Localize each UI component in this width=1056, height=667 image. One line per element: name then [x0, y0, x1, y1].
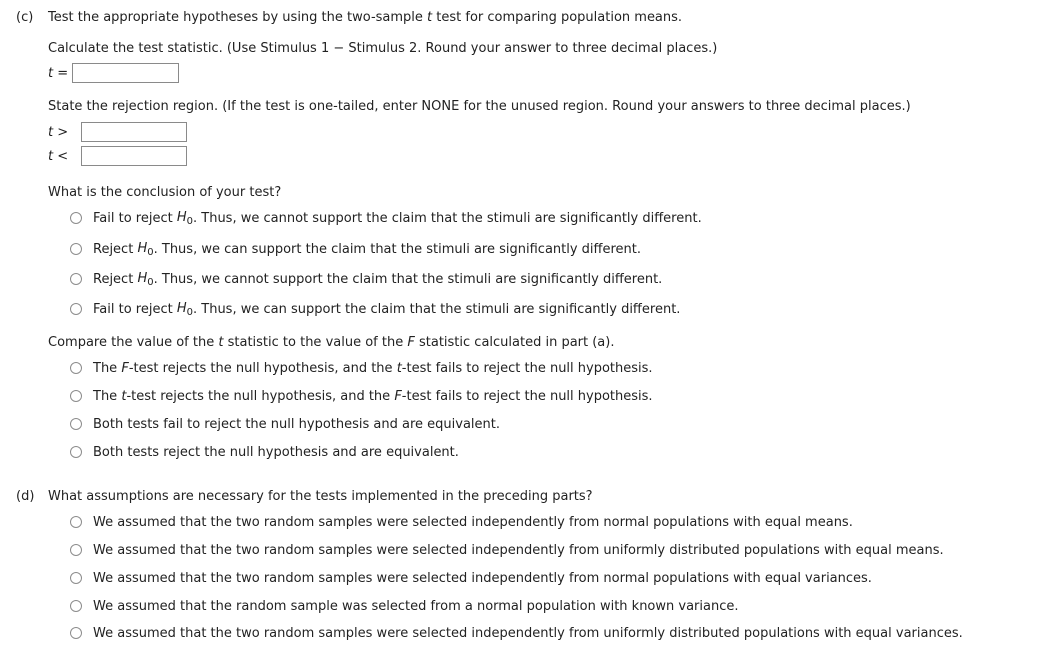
option-text: Fail to reject	[93, 301, 173, 317]
radio-button[interactable]	[70, 600, 82, 612]
option-text: We assumed that the two random samples were selected independently from uniformly distributed populations with equal means.	[93, 542, 944, 558]
intro-text: Test the appropriate hypotheses by using the two-sample	[48, 10, 423, 25]
gt-sign: >	[57, 125, 69, 140]
upper-rejection-input[interactable]	[81, 122, 187, 142]
h0-symbol: $H_0$	[137, 240, 154, 258]
lt-sign: <	[57, 149, 69, 164]
option-text: Both tests fail to reject the null hypothesis and are equivalent.	[93, 416, 500, 432]
upper-region-label	[48, 124, 68, 142]
part-c-label: (c)	[16, 10, 34, 25]
option-text: The F-test rejects the null hypothesis, and the t-test fails to reject the null hypothesis.	[93, 360, 653, 376]
option-text: We assumed that the two random samples were selected independently from normal populations with equal variances.	[93, 570, 872, 586]
t-symbol-upper: t	[48, 125, 54, 140]
h0-symbol: $H_0$	[176, 209, 193, 227]
option-text: . Thus, we cannot support the claim that the stimuli are significantly different.	[153, 271, 663, 287]
option-text: . Thus, we can support the claim that the stimuli are significantly different.	[153, 241, 642, 257]
t-symbol: t	[48, 66, 54, 81]
compare-option-2[interactable]	[70, 387, 653, 405]
assumption-option-2[interactable]	[70, 541, 944, 559]
option-text: The t-test rejects the null hypothesis, and the F-test fails to reject the null hypothesis.	[93, 388, 653, 404]
lower-rejection-input[interactable]	[81, 146, 187, 166]
radio-button[interactable]	[70, 303, 82, 315]
option-text: Reject	[93, 271, 134, 287]
compare-option-4[interactable]	[70, 443, 459, 461]
option-text: We assumed that the two random samples were selected independently from normal populations with equal means.	[93, 514, 853, 530]
radio-button[interactable]	[70, 273, 82, 285]
option-text: We assumed that the random sample was selected from a normal population with known variance.	[93, 598, 739, 614]
conclusion-option-2[interactable]	[70, 240, 641, 258]
t-equals: =	[57, 66, 69, 81]
rejection-prompt: State the rejection region. (If the test is one-tailed, enter NONE for the unused region. Round your answers to three decimal places.)	[48, 99, 911, 114]
h0-symbol: $H_0$	[176, 300, 193, 318]
option-text: Both tests reject the null hypothesis and are equivalent.	[93, 444, 459, 460]
option-text: . Thus, we cannot support the claim that the stimuli are significantly different.	[193, 210, 702, 226]
compare-option-3[interactable]	[70, 415, 500, 433]
conclusion-option-1[interactable]	[70, 209, 702, 227]
conclusion-option-3[interactable]	[70, 270, 662, 288]
option-text: Reject	[93, 241, 134, 257]
radio-button[interactable]	[70, 418, 82, 430]
t-symbol-lower: t	[48, 149, 54, 164]
option-text: Fail to reject	[93, 210, 173, 226]
option-text: We assumed that the two random samples were selected independently from uniformly distributed populations with equal variances.	[93, 625, 963, 641]
part-d-prompt: What assumptions are necessary for the tests implemented in the preceding parts?	[48, 489, 593, 504]
radio-button[interactable]	[70, 243, 82, 255]
radio-button[interactable]	[70, 544, 82, 556]
part-c-intro	[48, 9, 682, 27]
assumption-option-3[interactable]	[70, 569, 872, 587]
radio-button[interactable]	[70, 446, 82, 458]
assumption-option-4[interactable]	[70, 597, 739, 615]
h0-symbol: $H_0$	[137, 270, 154, 288]
lower-region-label	[48, 148, 68, 166]
conclusion-prompt: What is the conclusion of your test?	[48, 185, 282, 200]
calc-prompt: Calculate the test statistic. (Use Stimulus 1 − Stimulus 2. Round your answer to three decimal places.)	[48, 41, 718, 56]
radio-button[interactable]	[70, 212, 82, 224]
part-d-label: (d)	[16, 489, 35, 504]
t-statistic-input[interactable]	[72, 63, 179, 83]
option-text: . Thus, we can support the claim that the stimuli are significantly different.	[193, 301, 681, 317]
conclusion-option-4[interactable]	[70, 300, 680, 318]
compare-option-1[interactable]	[70, 359, 653, 377]
intro-end: test for comparing population means.	[436, 10, 683, 25]
radio-button[interactable]	[70, 362, 82, 374]
radio-button[interactable]	[70, 627, 82, 639]
radio-button[interactable]	[70, 516, 82, 528]
t-label	[48, 65, 68, 83]
radio-button[interactable]	[70, 390, 82, 402]
compare-prompt: Compare the value of the t statistic to the value of the F statistic calculated in part (a).	[48, 335, 615, 350]
assumption-option-5[interactable]	[70, 624, 963, 642]
radio-button[interactable]	[70, 572, 82, 584]
assumption-option-1[interactable]	[70, 513, 853, 531]
intro-t: t	[427, 10, 433, 25]
